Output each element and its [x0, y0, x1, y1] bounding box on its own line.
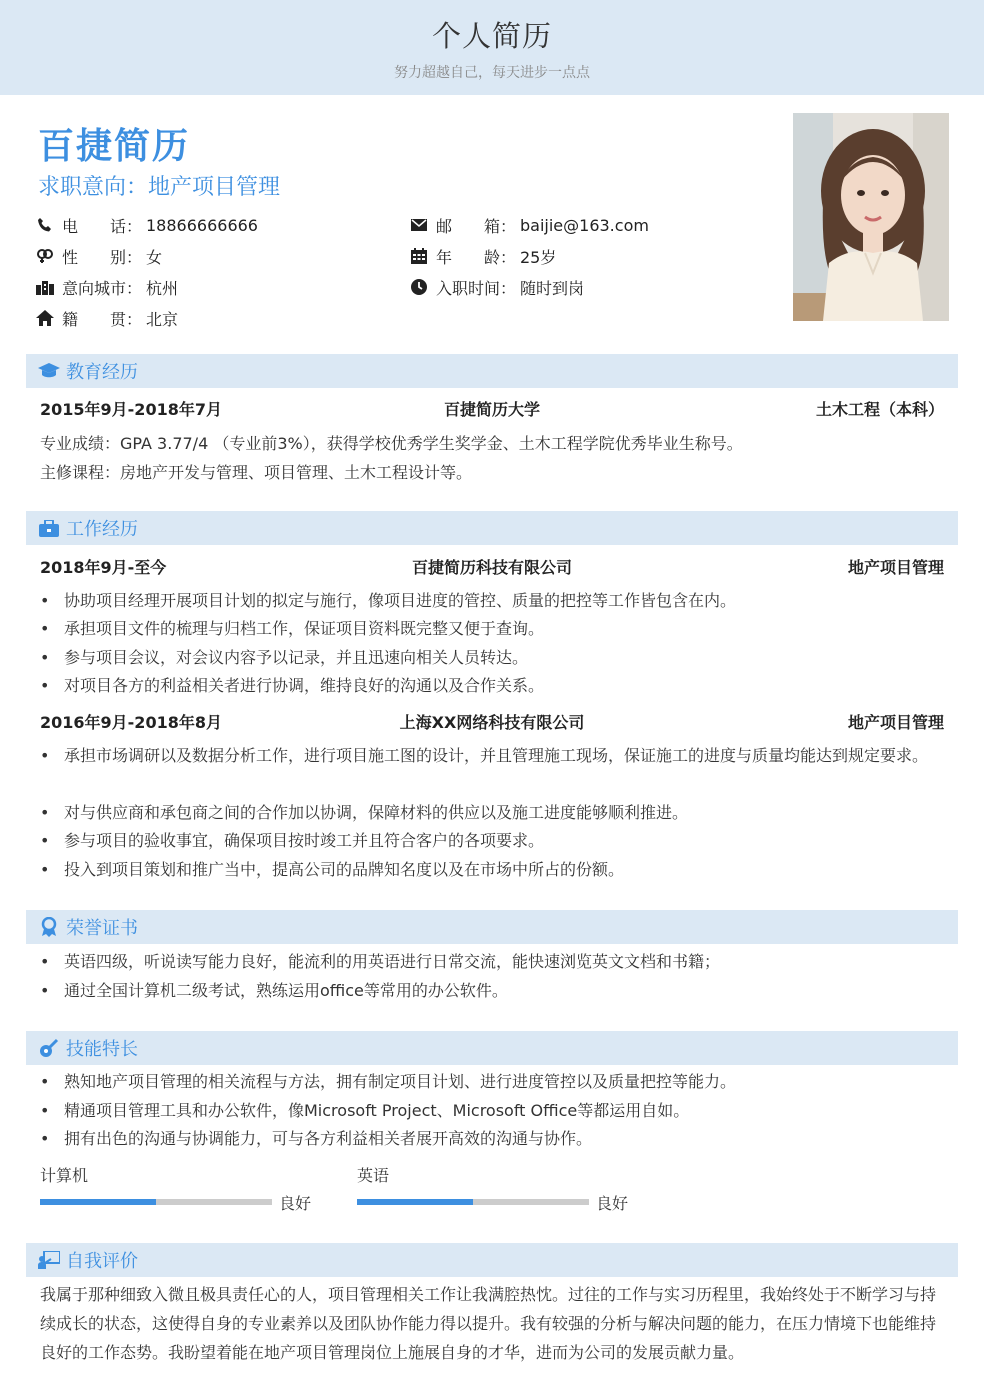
skill-bar	[40, 1199, 272, 1205]
skill-level: 良好	[279, 1194, 312, 1213]
section-honors	[26, 910, 958, 944]
top-banner	[0, 0, 984, 95]
list-item: • 参与项目的验收事宜，确保项目按时竣工并且符合客户的各项要求。	[40, 831, 545, 850]
list-item: • 对与供应商和承包商之间的合作加以协调，保障材料的供应以及施工进度能够顺利推进。	[40, 803, 689, 822]
work-company: 上海XX网络科技有限公司	[399, 713, 585, 732]
list-item: • 拥有出色的沟通与协调能力，可与各方利益相关者展开高效的沟通与协作。	[40, 1129, 593, 1148]
skill-bar-fill	[357, 1199, 473, 1205]
banner-subtitle: 努力超越自己，每天进步一点点	[394, 65, 590, 81]
list-item: • 承担市场调研以及数据分析工作，进行项目施工图的设计，并且管理施工现场，保证施工的进度与质量均能达到规定要求。	[40, 746, 929, 765]
skill-bar	[357, 1199, 589, 1205]
list-item: • 对项目各方的利益相关者进行协调，维持良好的沟通以及合作关系。	[40, 676, 545, 695]
gender-icon	[36, 247, 54, 265]
section-work	[26, 511, 958, 545]
city-label: 意向城市：	[62, 278, 143, 298]
age-label: 年 龄：	[436, 247, 517, 267]
work-period: 2018年9月-至今	[40, 558, 167, 577]
work-row	[40, 710, 944, 734]
start-label: 入职时间：	[436, 278, 517, 298]
email-label: 邮 箱：	[436, 216, 517, 236]
section-self	[26, 1243, 958, 1277]
section-title: 荣誉证书	[66, 918, 138, 939]
work-row	[40, 555, 944, 579]
city-value: 杭州	[146, 278, 179, 298]
origin-value: 北京	[146, 309, 179, 329]
info-phone	[36, 214, 258, 236]
presenter-icon	[38, 1250, 60, 1270]
section-title: 技能特长	[66, 1039, 138, 1060]
self-evaluation-text: 我属于那种细致入微且极具责任心的人，项目管理相关工作让我满腔热忱。过往的工作与实习历程里，我始终处于不断学习与持续成长的状态，这使得自身的专业素养以及团队协作能力得以提升。我有较强的分析与解决问题的能力，在压力情境下也能维持良好的工作态势。我盼望着能在地产项目管理岗位上施展自身的才华，进而为公司的发展贡献力量。	[40, 1285, 937, 1362]
job-intent: 求职意向：地产项目管理	[38, 175, 281, 200]
skill-bar-fill	[40, 1199, 156, 1205]
education-major: 土木工程（本科）	[815, 400, 944, 419]
section-title: 自我评价	[66, 1251, 138, 1272]
home-icon	[36, 309, 54, 327]
list-item: • 参与项目会议，对会议内容予以记录，并且迅速向相关人员转达。	[40, 648, 529, 667]
info-origin	[36, 307, 178, 329]
section-skills	[26, 1031, 958, 1065]
gender-label: 性 别：	[62, 247, 143, 267]
candidate-name: 百捷简历	[38, 126, 191, 167]
clock-icon	[410, 278, 428, 296]
list-item: • 英语四级，听说读写能力良好，能流利的用英语进行日常交流，能快速浏览英文文档和书籍；	[40, 952, 721, 971]
education-line: 专业成绩：GPA 3.77/4 （专业前3%），获得学校优秀学生奖学金、土木工程学院优秀毕业生称号。	[40, 434, 743, 453]
profile-photo	[793, 113, 949, 321]
info-city	[36, 276, 178, 298]
skill-name: 英语	[357, 1166, 390, 1185]
briefcase-icon	[38, 518, 60, 538]
email-value: baijie@163.com	[520, 215, 649, 235]
work-role: 地产项目管理	[847, 558, 944, 577]
award-icon	[38, 917, 60, 937]
origin-label: 籍 贯：	[62, 309, 143, 329]
list-item: • 熟知地产项目管理的相关流程与方法，拥有制定项目计划、进行进度管控以及质量把控等能力。	[40, 1072, 737, 1091]
banner-title: 个人简历	[431, 19, 552, 53]
list-item: • 承担项目文件的梳理与归档工作，保证项目资料既完整又便于查询。	[40, 619, 545, 638]
phone-label: 电 话：	[62, 216, 143, 236]
info-start	[410, 276, 584, 298]
education-period: 2015年9月-2018年7月	[40, 400, 222, 419]
list-item: • 协助项目经理开展项目计划的拟定与施行，像项目进度的管控、质量的把控等工作皆包含在内。	[40, 591, 737, 610]
skill-name: 计算机	[40, 1166, 89, 1185]
section-title: 工作经历	[66, 519, 138, 540]
info-gender	[36, 245, 162, 267]
phone-icon	[36, 216, 54, 234]
buildings-icon	[36, 278, 54, 296]
section-education	[26, 354, 958, 388]
list-item: • 投入到项目策划和推广当中，提高公司的品牌知名度以及在市场中所占的份额。	[40, 860, 625, 879]
education-row	[40, 397, 944, 421]
info-email	[410, 214, 649, 236]
education-line: 主修课程：房地产开发与管理、项目管理、土木工程设计等。	[40, 463, 473, 482]
list-item: • 精通项目管理工具和办公软件，像Microsoft Project、Microsoft Office等都运用自如。	[40, 1101, 690, 1120]
gender-value: 女	[146, 247, 163, 267]
graduation-cap-icon	[38, 361, 60, 381]
phone-value: 18866666666	[146, 215, 258, 235]
info-age	[410, 245, 556, 267]
calendar-icon	[410, 247, 428, 265]
envelope-icon	[410, 216, 428, 234]
age-value: 25岁	[520, 247, 557, 267]
skill-level: 良好	[596, 1194, 629, 1213]
education-school: 百捷简历大学	[443, 400, 540, 419]
guitar-icon	[38, 1038, 60, 1058]
work-company: 百捷简历科技有限公司	[411, 558, 572, 577]
list-item: • 通过全国计算机二级考试，熟练运用office等常用的办公软件。	[40, 981, 508, 1000]
start-value: 随时到岗	[520, 278, 585, 298]
work-period: 2016年9月-2018年8月	[40, 713, 222, 732]
section-title: 教育经历	[66, 362, 138, 383]
work-role: 地产项目管理	[847, 713, 944, 732]
